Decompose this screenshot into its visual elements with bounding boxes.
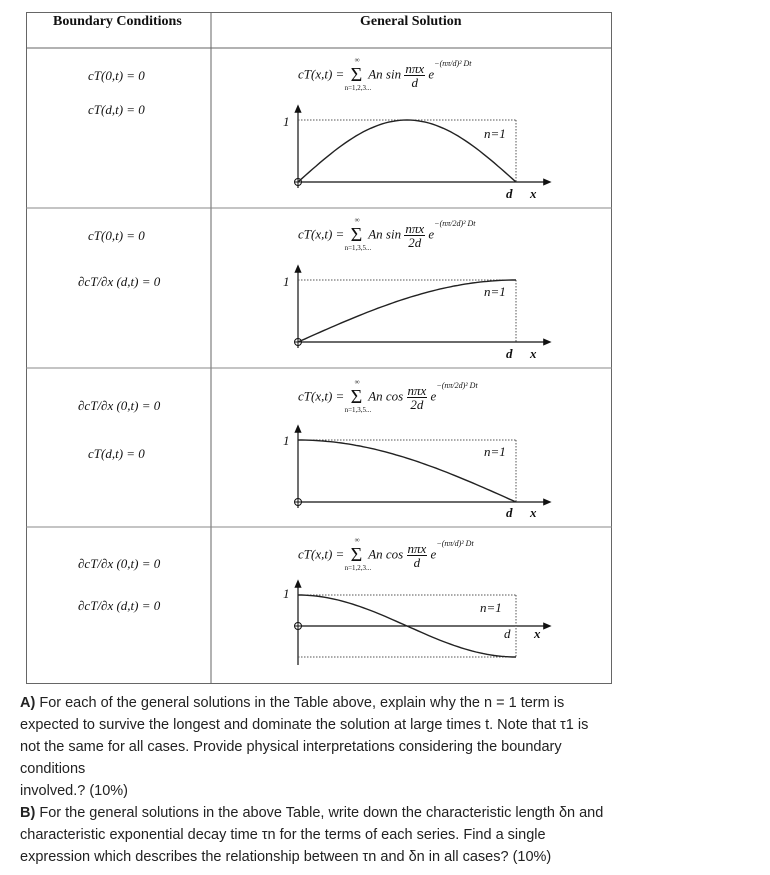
- bc-row1-b: cT(d,t) = 0: [88, 102, 145, 117]
- question-b-line-3: expression which describes the relationship between τn and δn in all cases? (10%): [20, 849, 552, 865]
- question-a-line-2: expected to survive the longest and dominate the solution at large times t. Note that τ1 is: [20, 717, 589, 733]
- plot2-d-label: d: [506, 346, 513, 361]
- question-b-line-2: characteristic exponential decay time τn for the terms of each series. Find a single: [20, 827, 546, 843]
- bc-row1-a: cT(0,t) = 0: [88, 68, 145, 83]
- plot1-x-label: x: [530, 186, 537, 201]
- mode-plots: [26, 12, 612, 684]
- bc-row3-a: ∂cT/∂x (0,t) = 0: [78, 398, 161, 413]
- solution-row4: cT(x,t) = Σ ∞ n=1,2,3... An cos $\frac{\text{nπx}}{d}$ $e^{-(n\pi/d)^2 Dt}$: [298, 536, 474, 572]
- plot1-ytick: 1: [283, 114, 290, 129]
- plot4-d-label: d: [504, 626, 511, 641]
- plot1-d-label: d: [506, 186, 513, 201]
- header-boundary-conditions: Boundary Conditions: [53, 14, 182, 29]
- plot2-mode-label: n=1: [484, 284, 506, 299]
- question-a: [20, 692, 700, 802]
- plot4-ytick: 1: [283, 586, 290, 601]
- plot3-mode-label: n=1: [484, 444, 506, 459]
- plot2-x-label: x: [530, 346, 537, 361]
- question-a-line-4: conditions: [20, 761, 86, 777]
- question-b-line-1: For the general solutions in the above Table, write down the characteristic length δn and: [35, 805, 604, 821]
- solution-row3: cT(x,t) = Σ ∞ n=1,3,5... An cos $\frac{\text{nπx}}{2d}$ $e^{-(n\pi/2d)^2 Dt}$: [298, 378, 478, 414]
- bc-row2-b: ∂cT/∂x (d,t) = 0: [78, 274, 161, 289]
- bc-row2-a: cT(0,t) = 0: [88, 228, 145, 243]
- question-a-line-5: involved.? (10%): [20, 783, 128, 799]
- bc-row4-b: ∂cT/∂x (d,t) = 0: [78, 598, 161, 613]
- plot4-x-label: x: [534, 626, 541, 641]
- plot3-x-label: x: [530, 505, 537, 520]
- plot3-ytick: 1: [283, 433, 290, 448]
- question-a-line-1: For each of the general solutions in the Table above, explain why the n = 1 term is: [35, 695, 565, 711]
- question-a-label: A): [20, 695, 36, 711]
- bc-row3-b: cT(d,t) = 0: [88, 446, 145, 461]
- solution-row1: cT(x,t) = Σ ∞ n=1,2,3... An sin $\frac{\text{nπx}}{d}$ $e^{-(n\pi/d)^2 Dt}$: [298, 56, 472, 92]
- plot3-d-label: d: [506, 505, 513, 520]
- plot1-mode-label: n=1: [484, 126, 506, 141]
- bc-row4-a: ∂cT/∂x (0,t) = 0: [78, 556, 161, 571]
- question-b: [20, 802, 700, 868]
- solutions-table: [26, 12, 612, 684]
- plot2-ytick: 1: [283, 274, 290, 289]
- question-b-label: B): [20, 805, 36, 821]
- question-a-line-3: not the same for all cases. Provide physical interpretations considering the boundary: [20, 739, 562, 755]
- plot4-mode-label: n=1: [480, 600, 502, 615]
- solution-row2: cT(x,t) = Σ ∞ n=1,3,5... An sin $\frac{\text{nπx}}{2d}$ $e^{-(n\pi/2d)^2 Dt}$: [298, 216, 476, 252]
- header-general-solution: General Solution: [360, 14, 462, 29]
